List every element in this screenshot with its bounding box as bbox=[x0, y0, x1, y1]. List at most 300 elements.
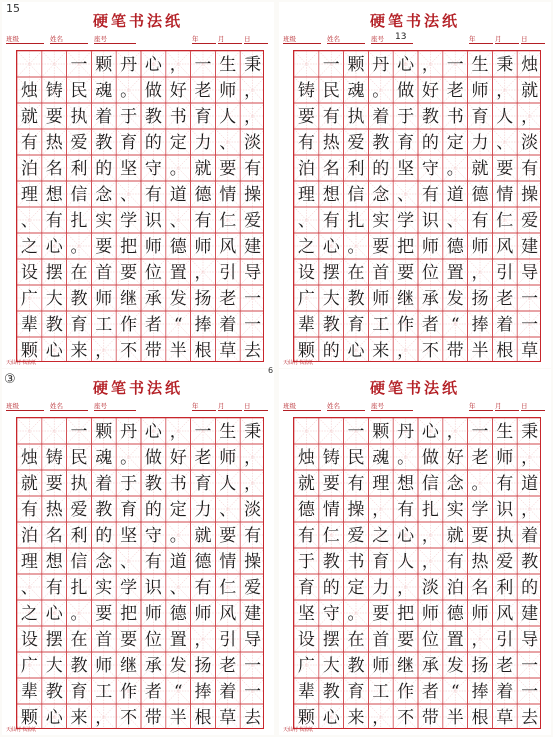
handwritten-char: 。 bbox=[347, 237, 365, 257]
handwritten-char: ， bbox=[496, 81, 514, 101]
handwritten-char: 广 bbox=[297, 656, 315, 676]
handwritten-char: 。 bbox=[169, 159, 187, 179]
handwritten-char: 师 bbox=[421, 604, 439, 624]
handwritten-char: 力 bbox=[194, 133, 212, 153]
handwritten-char: 生 bbox=[219, 422, 237, 442]
handwritten-char: 于 bbox=[397, 107, 415, 127]
handwritten-char: 老 bbox=[219, 656, 237, 676]
handwritten-char: 半 bbox=[169, 708, 187, 728]
handwritten-char: 执 bbox=[70, 107, 88, 127]
handwritten-char: 师 bbox=[194, 237, 212, 257]
handwritten-char: 者 bbox=[421, 315, 439, 335]
handwritten-char: 根 bbox=[496, 341, 514, 361]
handwritten-char: 一 bbox=[446, 55, 464, 75]
handwritten-char: 坚 bbox=[120, 159, 138, 179]
handwritten-char: 要 bbox=[297, 107, 315, 127]
handwritten-char: 德 bbox=[194, 552, 212, 572]
handwritten-char: 念 bbox=[95, 552, 113, 572]
handwritten-char: 坚 bbox=[397, 159, 415, 179]
handwritten-char: 一 bbox=[521, 289, 539, 309]
handwritten-char: 置 bbox=[169, 263, 187, 283]
handwritten-char: 承 bbox=[421, 656, 439, 676]
handwritten-char: 老 bbox=[496, 656, 514, 676]
handwritten-char: 有 bbox=[471, 211, 489, 231]
handwritten-char: 之 bbox=[20, 237, 38, 257]
handwritten-char: 继 bbox=[397, 289, 415, 309]
header-number-label: 座号 bbox=[371, 401, 413, 411]
handwritten-char: 操 bbox=[244, 552, 262, 572]
handwritten-char: 想 bbox=[397, 474, 415, 494]
handwritten-char: 捧 bbox=[194, 682, 212, 702]
handwritten-char: 置 bbox=[446, 263, 464, 283]
handwritten-char: 师 bbox=[372, 289, 390, 309]
handwritten-char: 淡 bbox=[244, 500, 262, 520]
handwritten-char: “ bbox=[450, 315, 460, 335]
handwritten-char: 师 bbox=[471, 237, 489, 257]
handwritten-char: 师 bbox=[496, 448, 514, 468]
handwritten-char: 教 bbox=[144, 474, 162, 494]
handwritten-char: 就 bbox=[521, 81, 539, 101]
handwritten-char: 书 bbox=[169, 474, 187, 494]
handwritten-char: 、 bbox=[446, 211, 464, 231]
sheet-header-fields bbox=[283, 34, 547, 46]
handwritten-char: 执 bbox=[496, 526, 514, 546]
handwritten-char: 教 bbox=[372, 133, 390, 153]
handwritten-char: 在 bbox=[347, 630, 365, 650]
handwritten-char: 丹 bbox=[372, 55, 390, 75]
handwritten-char: 人 bbox=[219, 474, 237, 494]
handwritten-char: 利 bbox=[496, 578, 514, 598]
sheet-title: 硬笔书法纸 bbox=[369, 12, 460, 30]
handwritten-char: 要 bbox=[45, 474, 63, 494]
handwritten-char: 道 bbox=[169, 185, 187, 205]
handwritten-char: 一 bbox=[521, 682, 539, 702]
handwritten-char: 着 bbox=[372, 107, 390, 127]
handwritten-char: 爱 bbox=[347, 133, 365, 153]
handwritten-char: 师 bbox=[194, 604, 212, 624]
handwritten-char: 颗 bbox=[95, 55, 113, 75]
handwritten-char: 心 bbox=[45, 604, 63, 624]
header-name-label: 姓名 bbox=[327, 401, 365, 411]
handwritten-char: 师 bbox=[144, 604, 162, 624]
handwritten-char: 德 bbox=[471, 185, 489, 205]
handwritten-char: 烛 bbox=[521, 55, 539, 75]
handwritten-char: 坚 bbox=[297, 604, 315, 624]
handwritten-char: 想 bbox=[322, 185, 340, 205]
handwritten-char: 教 bbox=[322, 315, 340, 335]
handwritten-char: 道 bbox=[521, 474, 539, 494]
handwritten-char: 工 bbox=[95, 315, 113, 335]
handwritten-char: 教 bbox=[95, 133, 113, 153]
handwritten-char: 名 bbox=[45, 159, 63, 179]
handwritten-char: 民 bbox=[347, 448, 365, 468]
handwritten-char: 风 bbox=[496, 604, 514, 624]
handwritten-char: 人 bbox=[219, 107, 237, 127]
handwritten-char: 师 bbox=[219, 448, 237, 468]
sheet-header-fields bbox=[6, 401, 270, 413]
handwritten-char: 大 bbox=[45, 656, 63, 676]
handwritten-char: 一 bbox=[70, 55, 88, 75]
handwritten-char: 、 bbox=[397, 185, 415, 205]
sheet-footer: 天仙村书法纸 bbox=[283, 360, 314, 366]
handwritten-char: 仁 bbox=[322, 526, 340, 546]
handwritten-char: ， bbox=[521, 500, 539, 520]
handwritten-char: 好 bbox=[446, 448, 464, 468]
handwritten-char: 发 bbox=[446, 289, 464, 309]
handwritten-char: 之 bbox=[372, 526, 390, 546]
handwritten-char: ， bbox=[372, 708, 390, 728]
handwritten-char: 来 bbox=[347, 708, 365, 728]
header-name-label: 姓名 bbox=[50, 401, 88, 411]
handwritten-char: ， bbox=[169, 55, 187, 75]
handwritten-char: 定 bbox=[347, 578, 365, 598]
handwritten-char: 育 bbox=[120, 500, 138, 520]
header-day: 日 bbox=[521, 401, 545, 411]
handwritten-char: 于 bbox=[120, 107, 138, 127]
handwritten-char: 秉 bbox=[496, 55, 514, 75]
handwritten-char: 魂 bbox=[95, 448, 113, 468]
handwritten-char: 有 bbox=[397, 500, 415, 520]
handwritten-char: 师 bbox=[471, 604, 489, 624]
handwritten-char: 教 bbox=[45, 315, 63, 335]
handwritten-char: 守 bbox=[421, 159, 439, 179]
handwritten-char: 仁 bbox=[219, 211, 237, 231]
handwritten-char: 作 bbox=[120, 315, 138, 335]
handwritten-char: 辈 bbox=[20, 315, 38, 335]
handwritten-char: 着 bbox=[95, 107, 113, 127]
handwritten-char: 好 bbox=[169, 448, 187, 468]
handwritten-char: 有 bbox=[45, 211, 63, 231]
handwritten-char: 就 bbox=[194, 526, 212, 546]
handwritten-char: 颗 bbox=[95, 422, 113, 442]
handwritten-char: 念 bbox=[95, 185, 113, 205]
handwritten-char: 辈 bbox=[20, 682, 38, 702]
handwritten-char: 实 bbox=[95, 211, 113, 231]
handwritten-char: 情 bbox=[219, 552, 237, 572]
handwritten-char: ， bbox=[244, 81, 262, 101]
handwritten-char: 广 bbox=[20, 656, 38, 676]
handwritten-char: 生 bbox=[471, 55, 489, 75]
handwritten-char: 育 bbox=[194, 474, 212, 494]
header-class-label: 班级 bbox=[6, 34, 44, 44]
handwritten-char: 着 bbox=[521, 526, 539, 546]
handwritten-char: 。 bbox=[372, 81, 390, 101]
handwritten-char: 就 bbox=[20, 474, 38, 494]
handwritten-char: 在 bbox=[70, 630, 88, 650]
handwritten-char: 辈 bbox=[297, 682, 315, 702]
handwritten-char: 教 bbox=[45, 682, 63, 702]
handwritten-char: 扬 bbox=[471, 289, 489, 309]
handwritten-char: 德 bbox=[297, 500, 315, 520]
handwritten-char: 教 bbox=[70, 289, 88, 309]
handwritten-char: 力 bbox=[194, 500, 212, 520]
handwritten-char: ， bbox=[421, 526, 439, 546]
handwritten-char: 一 bbox=[521, 315, 539, 335]
handwritten-char: 做 bbox=[144, 448, 162, 468]
handwritten-char: 摆 bbox=[45, 263, 63, 283]
handwritten-char: 承 bbox=[421, 289, 439, 309]
handwritten-char: 德 bbox=[446, 237, 464, 257]
handwritten-char: 有 bbox=[496, 474, 514, 494]
handwritten-char: 继 bbox=[397, 656, 415, 676]
handwritten-char: 育 bbox=[347, 682, 365, 702]
handwritten-char: 设 bbox=[20, 263, 38, 283]
handwritten-char: 的 bbox=[322, 341, 340, 361]
handwritten-char: 爱 bbox=[347, 526, 365, 546]
sheet-header-fields bbox=[283, 401, 547, 413]
handwritten-char: 爱 bbox=[244, 211, 262, 231]
handwritten-char: 书 bbox=[446, 107, 464, 127]
handwritten-char: 在 bbox=[70, 263, 88, 283]
handwritten-char: ， bbox=[372, 500, 390, 520]
header-month: 月 bbox=[495, 34, 519, 44]
handwritten-char: 置 bbox=[169, 630, 187, 650]
handwritten-char: 利 bbox=[70, 526, 88, 546]
calligraphy-sheet-bottom-left bbox=[2, 369, 274, 735]
header-day: 日 bbox=[244, 34, 268, 44]
handwritten-char: 要 bbox=[120, 630, 138, 650]
handwritten-char: ， bbox=[95, 708, 113, 728]
handwritten-char: 有 bbox=[244, 526, 262, 546]
handwritten-char: 要 bbox=[95, 604, 113, 624]
handwritten-char: 守 bbox=[322, 604, 340, 624]
handwritten-char: 教 bbox=[322, 682, 340, 702]
handwritten-char: 一 bbox=[194, 422, 212, 442]
handwritten-char: 有 bbox=[446, 552, 464, 572]
handwritten-char: 师 bbox=[421, 237, 439, 257]
handwritten-char: 有 bbox=[421, 185, 439, 205]
writing-grid bbox=[16, 50, 264, 362]
handwritten-char: 学 bbox=[471, 500, 489, 520]
handwritten-char: 要 bbox=[120, 263, 138, 283]
handwritten-char: 要 bbox=[95, 237, 113, 257]
handwritten-char: 民 bbox=[70, 81, 88, 101]
handwritten-char: 颗 bbox=[297, 708, 315, 728]
handwritten-char: 着 bbox=[95, 474, 113, 494]
handwritten-char: 名 bbox=[45, 526, 63, 546]
handwritten-char: 颗 bbox=[372, 422, 390, 442]
handwritten-char: 草 bbox=[219, 708, 237, 728]
handwritten-char: 作 bbox=[397, 682, 415, 702]
handwritten-char: 的 bbox=[95, 526, 113, 546]
handwritten-char: 利 bbox=[347, 159, 365, 179]
header-number-label: 座号 bbox=[94, 34, 136, 44]
handwritten-char: 置 bbox=[446, 630, 464, 650]
handwritten-char: 育 bbox=[120, 133, 138, 153]
handwritten-char: ， bbox=[397, 341, 415, 361]
handwritten-char: 首 bbox=[95, 630, 113, 650]
seat-number-value: 13 bbox=[395, 32, 407, 42]
handwritten-char: 扎 bbox=[70, 211, 88, 231]
handwritten-char: 情 bbox=[219, 185, 237, 205]
handwritten-char: ， bbox=[521, 448, 539, 468]
handwritten-char: 理 bbox=[372, 474, 390, 494]
handwritten-char: 心 bbox=[322, 708, 340, 728]
handwritten-char: 半 bbox=[471, 341, 489, 361]
handwritten-char: 继 bbox=[120, 656, 138, 676]
handwritten-char: 就 bbox=[471, 159, 489, 179]
handwritten-char: 守 bbox=[144, 159, 162, 179]
handwritten-char: 。 bbox=[70, 604, 88, 624]
handwritten-char: 要 bbox=[322, 474, 340, 494]
handwritten-char: 德 bbox=[169, 604, 187, 624]
handwritten-char: 定 bbox=[169, 133, 187, 153]
sheet-footer: 天仙村书法纸 bbox=[6, 360, 37, 366]
handwritten-char: ， bbox=[471, 630, 489, 650]
handwritten-char: 要 bbox=[45, 107, 63, 127]
handwritten-char: 捧 bbox=[471, 315, 489, 335]
handwritten-char: 魂 bbox=[95, 81, 113, 101]
handwritten-char: 育 bbox=[347, 315, 365, 335]
handwritten-char: 教 bbox=[521, 552, 539, 572]
handwritten-char: 师 bbox=[95, 289, 113, 309]
handwritten-char: 设 bbox=[20, 630, 38, 650]
handwritten-char: 的 bbox=[144, 133, 162, 153]
handwritten-char: 有 bbox=[20, 133, 38, 153]
handwritten-char: 好 bbox=[169, 81, 187, 101]
handwritten-char: 去 bbox=[244, 341, 262, 361]
handwritten-char: 实 bbox=[372, 211, 390, 231]
handwritten-char: 不 bbox=[120, 341, 138, 361]
annotation-sheet4: 6 bbox=[268, 366, 274, 375]
handwritten-char: 者 bbox=[421, 682, 439, 702]
handwritten-char: 。 bbox=[446, 159, 464, 179]
handwritten-char: 生 bbox=[219, 55, 237, 75]
handwritten-char: 心 bbox=[144, 422, 162, 442]
sheet-title: 硬笔书法纸 bbox=[92, 12, 183, 30]
handwritten-char: 者 bbox=[144, 682, 162, 702]
handwritten-char: “ bbox=[173, 682, 183, 702]
handwritten-char: 不 bbox=[120, 708, 138, 728]
handwritten-char: 心 bbox=[421, 422, 439, 442]
handwritten-char: 来 bbox=[372, 341, 390, 361]
handwritten-char: 位 bbox=[421, 630, 439, 650]
handwritten-char: 、 bbox=[20, 211, 38, 231]
handwritten-char: 有 bbox=[194, 578, 212, 598]
handwritten-char: 识 bbox=[144, 211, 162, 231]
handwritten-char: 烛 bbox=[20, 448, 38, 468]
handwritten-char: 有 bbox=[322, 211, 340, 231]
handwritten-char: 首 bbox=[372, 263, 390, 283]
handwritten-char: 设 bbox=[297, 630, 315, 650]
handwritten-char: 扬 bbox=[471, 656, 489, 676]
handwritten-char: 要 bbox=[471, 526, 489, 546]
handwritten-char: 名 bbox=[471, 578, 489, 598]
handwritten-char: 有 bbox=[194, 211, 212, 231]
handwritten-char: 就 bbox=[194, 159, 212, 179]
handwritten-char: 育 bbox=[70, 315, 88, 335]
handwritten-char: 要 bbox=[219, 526, 237, 546]
handwritten-char: 育 bbox=[194, 107, 212, 127]
handwritten-char: 带 bbox=[144, 341, 162, 361]
handwritten-char: 仁 bbox=[496, 211, 514, 231]
handwritten-char: ， bbox=[397, 578, 415, 598]
handwritten-char: 要 bbox=[219, 159, 237, 179]
handwritten-char: 淡 bbox=[421, 578, 439, 598]
handwritten-char: 一 bbox=[322, 55, 340, 75]
handwritten-char: 铸 bbox=[322, 448, 340, 468]
handwritten-char: 丹 bbox=[120, 422, 138, 442]
handwritten-char: 有 bbox=[144, 552, 162, 572]
handwritten-char: 。 bbox=[169, 526, 187, 546]
handwritten-char: 一 bbox=[194, 55, 212, 75]
handwritten-char: 、 bbox=[169, 211, 187, 231]
handwritten-char: 大 bbox=[45, 289, 63, 309]
handwritten-char: 半 bbox=[446, 708, 464, 728]
handwritten-char: 人 bbox=[397, 552, 415, 572]
handwritten-char: ， bbox=[244, 448, 262, 468]
handwritten-char: 心 bbox=[322, 237, 340, 257]
handwritten-char: 情 bbox=[496, 185, 514, 205]
handwritten-char: 秉 bbox=[244, 55, 262, 75]
handwritten-char: 着 bbox=[219, 315, 237, 335]
handwritten-char: ， bbox=[244, 107, 262, 127]
handwritten-char: 继 bbox=[120, 289, 138, 309]
handwritten-char: 利 bbox=[70, 159, 88, 179]
handwritten-char: 一 bbox=[521, 656, 539, 676]
handwritten-char: 引 bbox=[219, 630, 237, 650]
handwritten-char: ， bbox=[95, 341, 113, 361]
handwritten-char: 者 bbox=[144, 315, 162, 335]
handwritten-char: 一 bbox=[70, 422, 88, 442]
handwritten-char: 有 bbox=[244, 159, 262, 179]
handwritten-char: 要 bbox=[496, 159, 514, 179]
handwritten-char: 识 bbox=[496, 500, 514, 520]
handwritten-char: 把 bbox=[397, 237, 415, 257]
handwritten-char: 根 bbox=[194, 708, 212, 728]
handwritten-char: 发 bbox=[169, 656, 187, 676]
handwritten-char: 心 bbox=[45, 708, 63, 728]
handwritten-char: 信 bbox=[70, 552, 88, 572]
handwritten-char: 一 bbox=[244, 682, 262, 702]
handwritten-char: 发 bbox=[446, 656, 464, 676]
handwritten-char: 心 bbox=[45, 341, 63, 361]
calligraphy-sheet-top-right bbox=[279, 2, 551, 368]
sheet-title: 硬笔书法纸 bbox=[369, 379, 460, 397]
handwritten-char: 泊 bbox=[446, 578, 464, 598]
handwritten-char: 老 bbox=[219, 289, 237, 309]
handwritten-char: 去 bbox=[521, 708, 539, 728]
header-year: 年 bbox=[192, 401, 216, 411]
header-name-label: 姓名 bbox=[327, 34, 365, 44]
handwritten-char: 有 bbox=[297, 133, 315, 153]
sheet-header-fields bbox=[6, 34, 270, 46]
handwritten-char: 有 bbox=[521, 159, 539, 179]
handwritten-char: 就 bbox=[297, 474, 315, 494]
handwritten-char: 有 bbox=[144, 185, 162, 205]
calligraphy-sheet-bottom-right bbox=[279, 369, 551, 735]
handwritten-char: 扬 bbox=[194, 289, 212, 309]
handwritten-char: 之 bbox=[297, 237, 315, 257]
handwritten-char: ， bbox=[421, 552, 439, 572]
handwritten-char: 爱 bbox=[496, 552, 514, 572]
handwritten-char: 辈 bbox=[297, 315, 315, 335]
handwritten-char: 工 bbox=[95, 682, 113, 702]
handwritten-char: 人 bbox=[496, 107, 514, 127]
handwritten-char: 学 bbox=[120, 578, 138, 598]
handwritten-char: 把 bbox=[397, 604, 415, 624]
handwritten-char: 师 bbox=[95, 656, 113, 676]
handwritten-char: 铸 bbox=[45, 448, 63, 468]
handwritten-char: 就 bbox=[20, 107, 38, 127]
handwritten-char: 大 bbox=[322, 656, 340, 676]
handwritten-char: 风 bbox=[219, 604, 237, 624]
handwritten-char: 扎 bbox=[421, 500, 439, 520]
handwritten-char: 引 bbox=[496, 630, 514, 650]
handwritten-char: 定 bbox=[169, 500, 187, 520]
writing-grid bbox=[16, 417, 264, 729]
handwritten-char: 把 bbox=[120, 237, 138, 257]
